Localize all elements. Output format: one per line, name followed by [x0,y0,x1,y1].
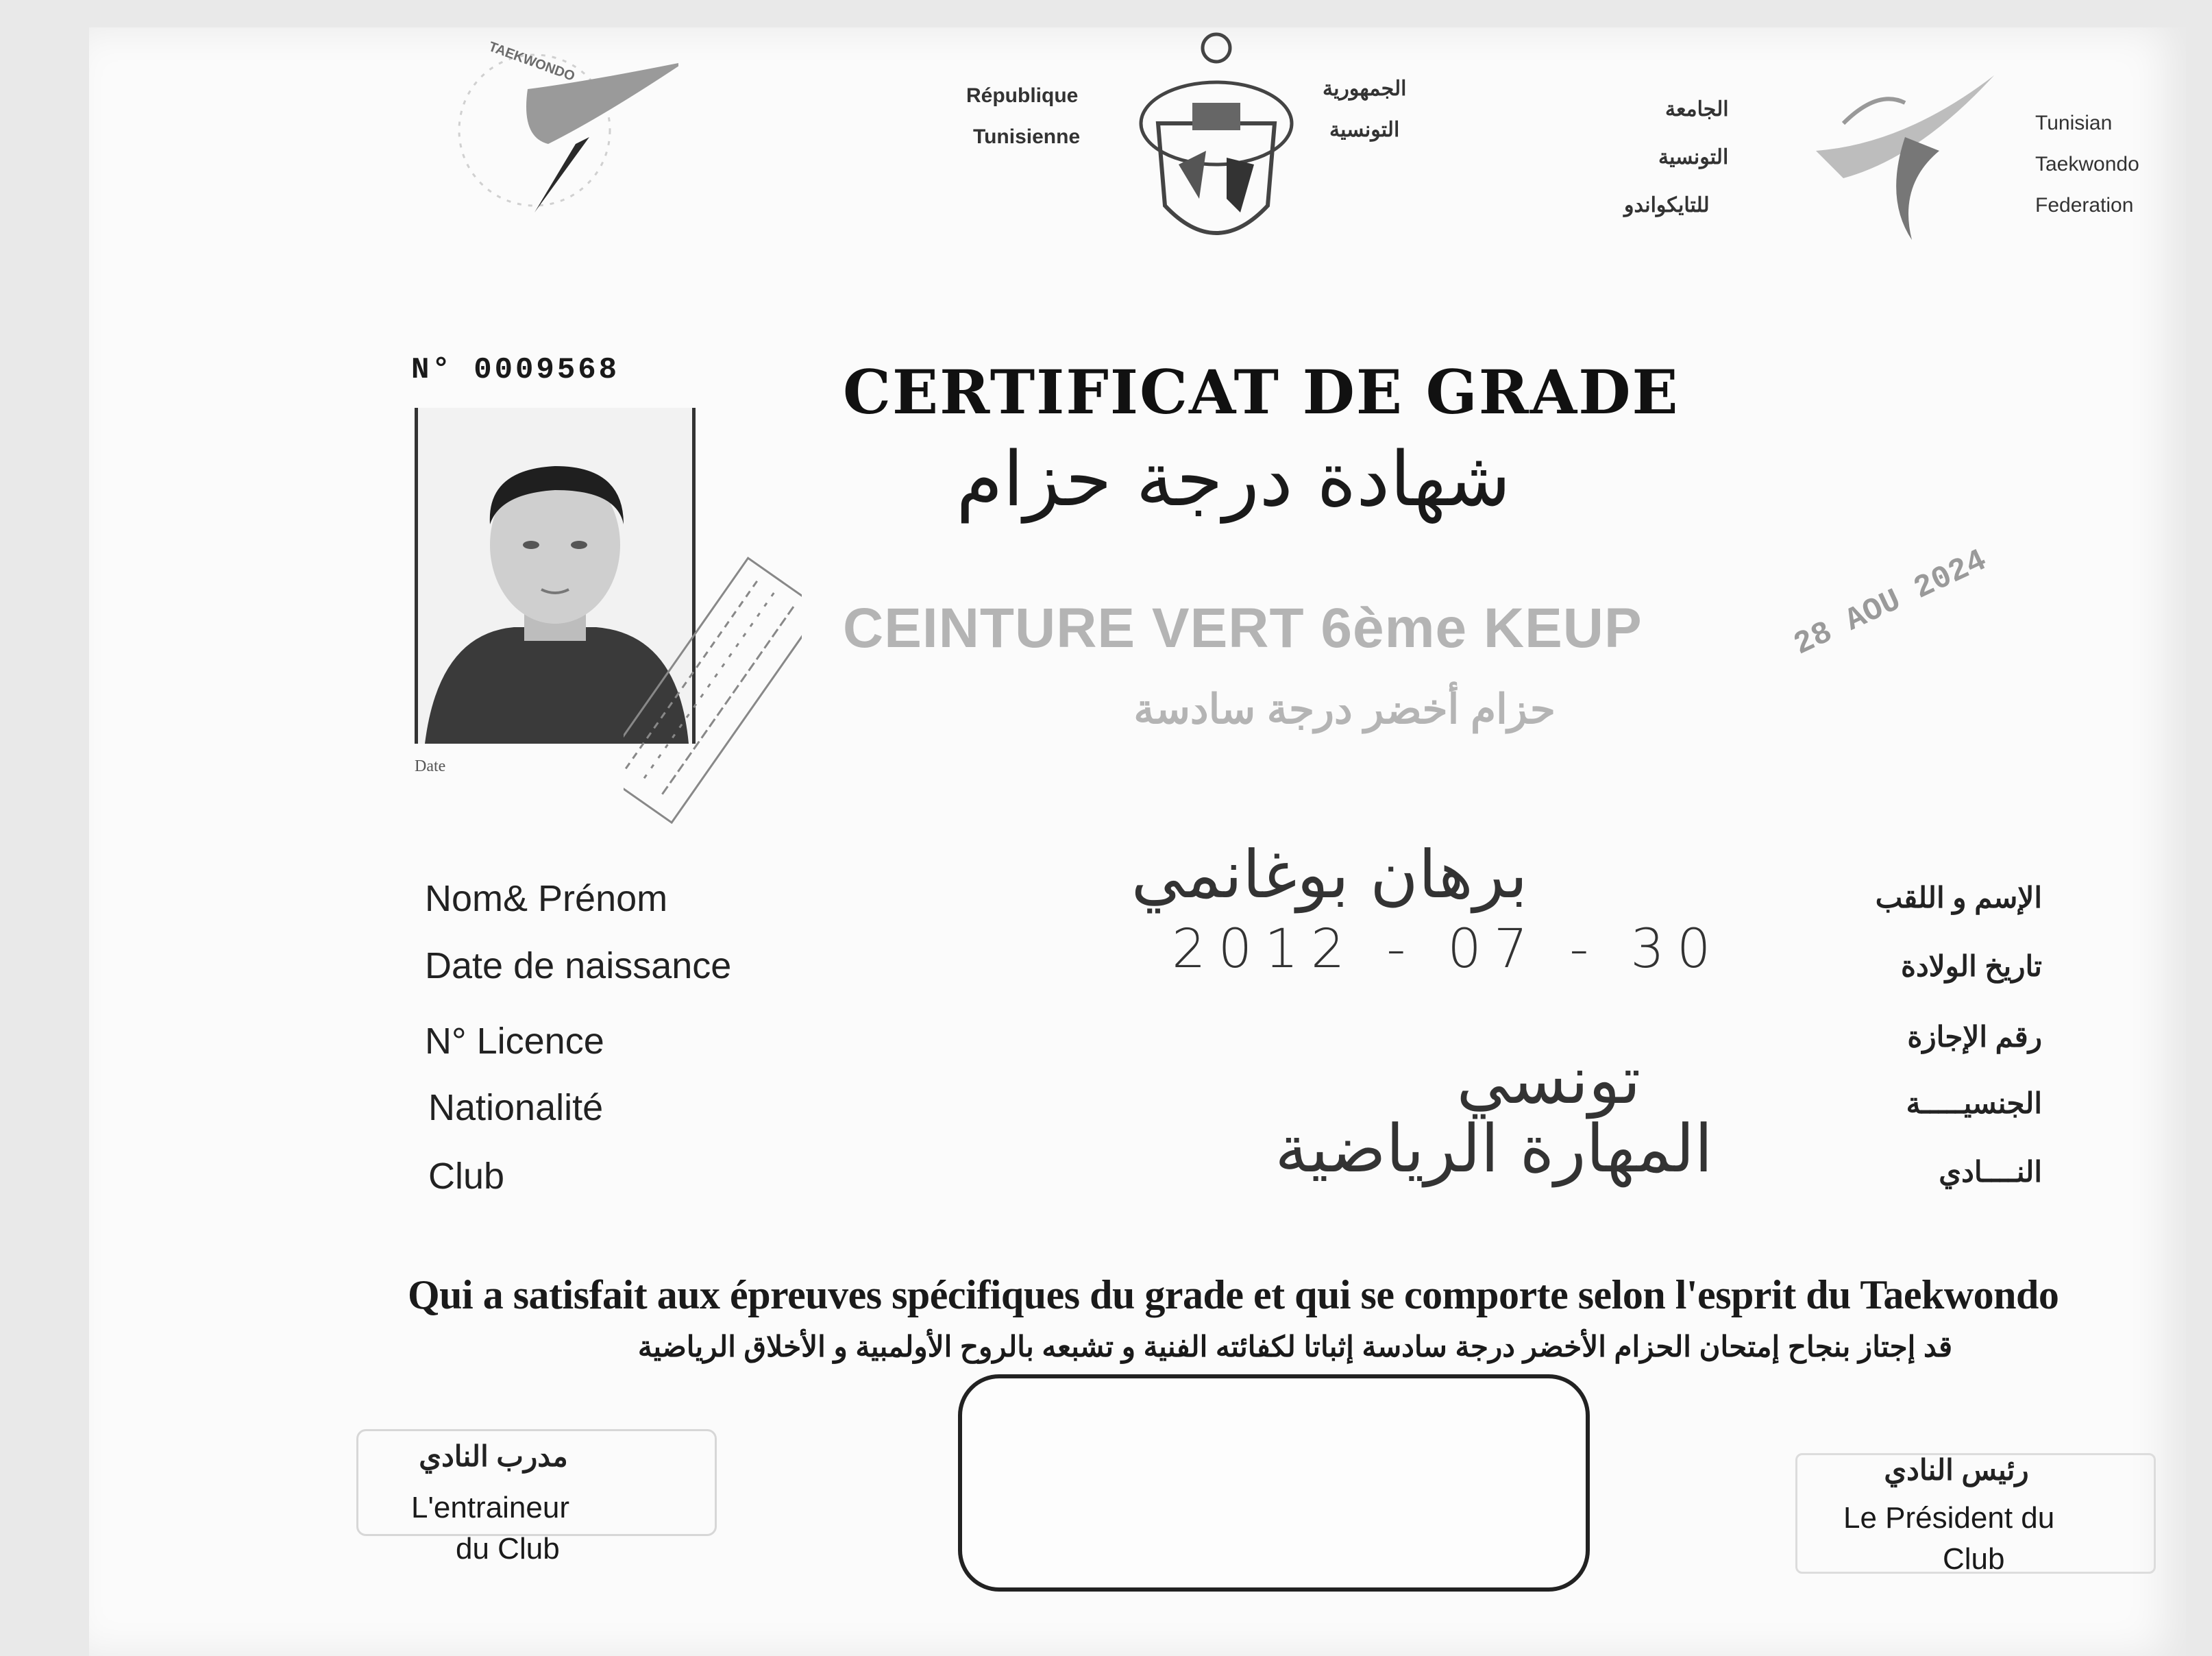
certificate-paper [89,27,2186,1656]
taekwondo-logo-text: TAEKWONDO [487,39,577,84]
field-label-birthdate: Date de naissance [425,945,732,986]
federation-ar-line1: الجامعة [1665,98,1729,121]
president-label-fr-2: Club [1943,1542,2005,1576]
field-value-club: المهارة الرياضية [1275,1110,1713,1187]
federation-en-line1: Tunisian [2035,112,2113,134]
certificate-number: N° 0009568 [411,353,620,387]
field-label-birthdate-ar: تاريخ الولادة [1900,950,2042,982]
republic-fr-line1: République [966,84,1079,107]
federation-en-line2: Taekwondo [2035,153,2139,175]
republic-ar-line2: التونسية [1329,119,1400,141]
field-label-club-ar: النــــادي [1939,1156,2042,1188]
field-label-name: Nom& Prénom [425,878,668,919]
field-value-birthdate: 2012 - 07 - 30 [1172,918,1723,980]
field-label-nationality-ar: الجنسيـــــة [1906,1087,2042,1119]
certificate-title-fr: CERTIFICAT DE GRADE [843,356,1680,428]
taekwondo-logo [445,41,678,219]
photo-caption: Date [415,757,446,775]
grade-fr: CEINTURE VERT 6ème KEUP [843,597,1643,659]
coach-label-fr-2: du Club [456,1532,560,1566]
seal-box [958,1374,1590,1592]
statement-fr: Qui a satisfait aux épreuves spécifiques du grade et qui se comporte selon l'esprit du Taekwondo [408,1272,2059,1317]
field-value-nationality: تونسي [1456,1042,1641,1119]
republic-fr-line2: Tunisienne [973,125,1081,148]
certificate-title-ar: شهادة درجة حزام [956,435,1511,523]
federation-ar-line3: للتايكواندو [1624,194,1710,217]
coach-label-fr-1: L'entraineur [411,1491,569,1524]
field-label-nationality: Nationalité [428,1087,604,1128]
field-label-club: Club [428,1156,505,1197]
field-label-licence: N° Licence [425,1021,604,1062]
field-label-licence-ar: رقم الإجازة [1907,1021,2042,1053]
field-label-name-ar: الإسم و اللقب [1875,881,2042,914]
republic-ar-line1: الجمهورية [1323,77,1407,100]
coat-of-arms-icon [1131,27,1302,260]
federation-logo-icon [1802,48,2021,254]
president-label-ar: رئيس النادي [1884,1454,2029,1486]
federation-ar-line2: التونسية [1658,146,1729,169]
statement-ar: قد إجتاز بنجاح إمتحان الحزام الأخضر درجة سادسة إثباتا لكفائته الفنية و تشبعه بالروح الأولمبية و الأخلاق الرياضية [637,1330,1953,1363]
president-label-fr-1: Le Président du [1843,1501,2055,1535]
federation-en-line3: Federation [2035,194,2134,217]
coach-label-ar: مدرب النادي [419,1440,568,1472]
date-stamp: 28 AOU 2024 [1789,542,1993,663]
field-value-name: برهان بوغانمي [1131,836,1528,913]
grade-ar: حزام أخضر درجة سادسة [1133,686,1556,732]
photo-stamp [624,535,802,850]
